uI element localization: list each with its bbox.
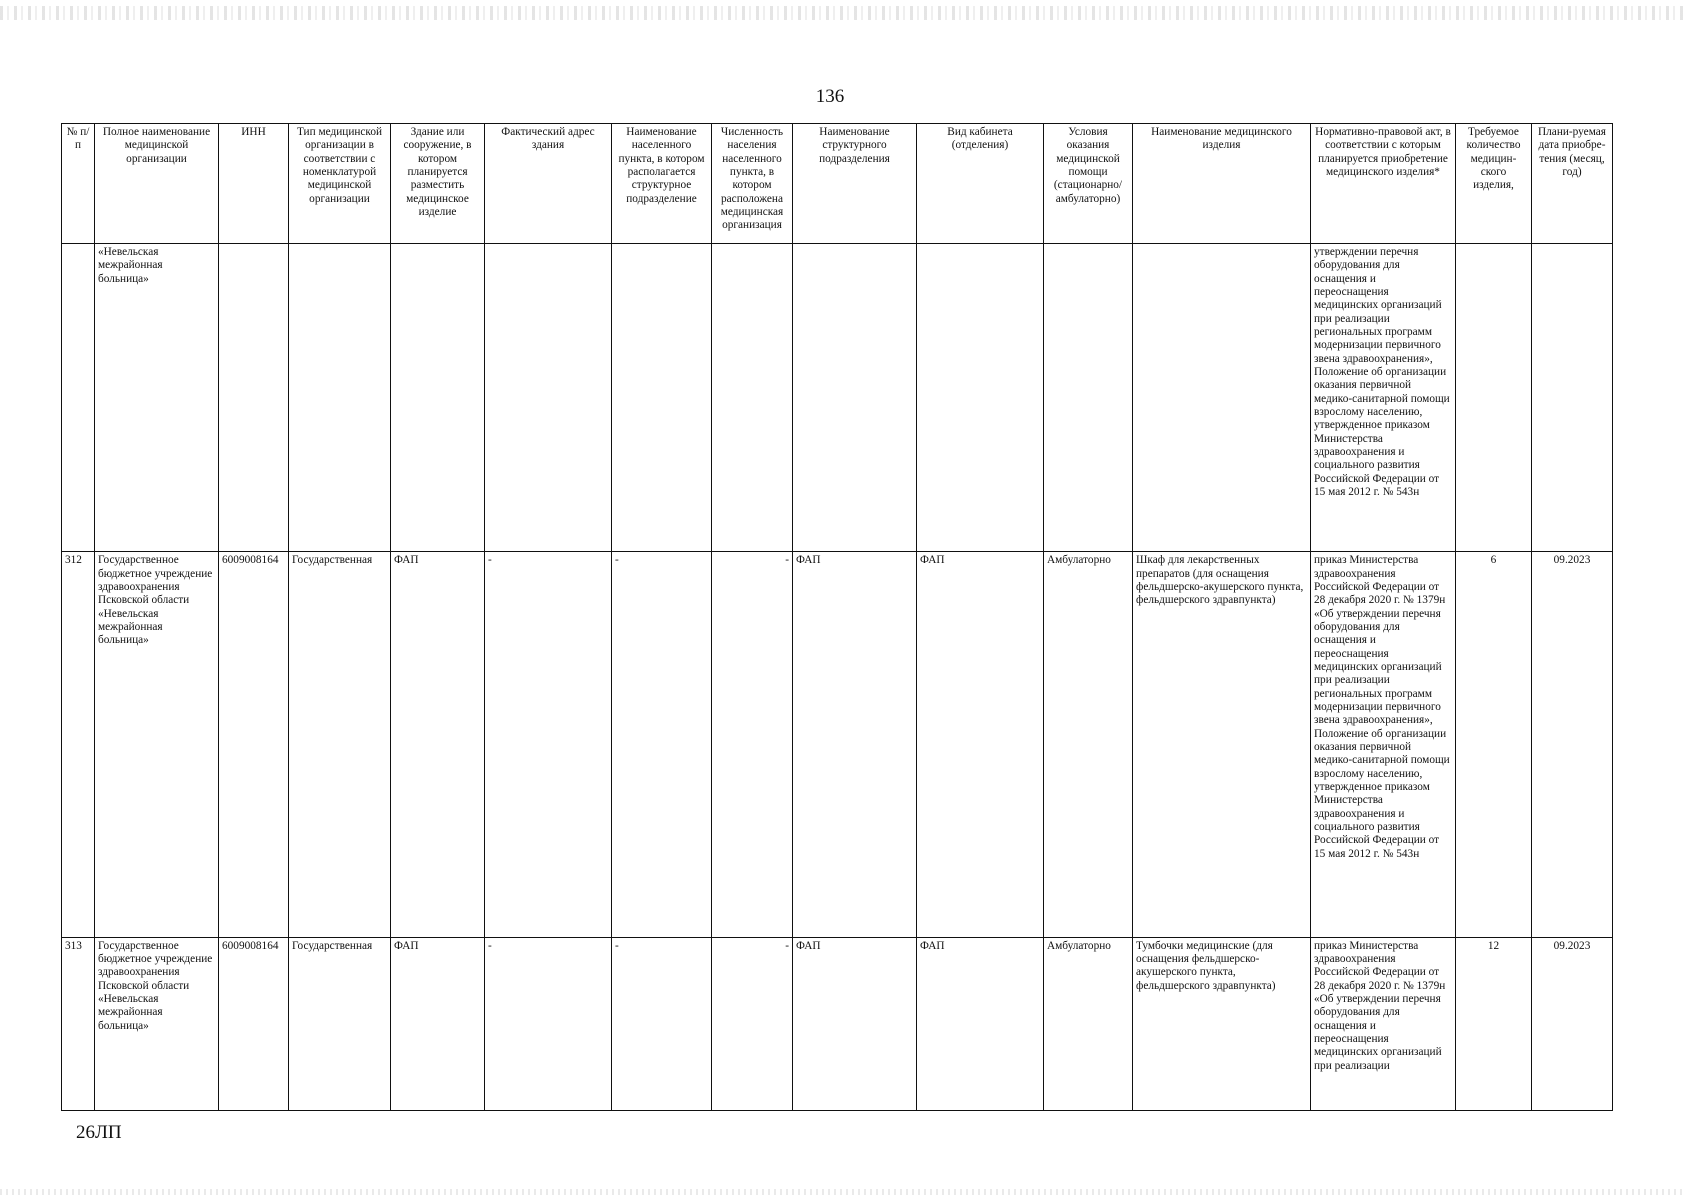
- header-quantity: Требуемое количество медицин-ского изделия,: [1456, 124, 1532, 244]
- table-row: [62, 937, 1613, 1110]
- header-building: Здание или сооружение, в котором планируется разместить медицинское изделие: [391, 124, 485, 244]
- table-row: [62, 552, 1613, 937]
- cell-address: -: [485, 552, 612, 937]
- header-population: Численность населения населенного пункта, в котором расположена медицинская организация: [712, 124, 793, 244]
- header-cabinet: Вид кабинета (отделения): [917, 124, 1044, 244]
- header-device: Наименование медицинского изделия: [1133, 124, 1311, 244]
- cell-date: 09.2023: [1532, 552, 1613, 937]
- scan-edge-bottom: [0, 1189, 1686, 1195]
- cell-org: «Невельская межрайонная больница»: [95, 244, 219, 552]
- table-row: [62, 244, 1613, 552]
- cell-device: Шкаф для лекарственных препаратов (для оснащения фельдшерско-акушерского пункта, фельдшерского здравпункта): [1133, 552, 1311, 937]
- header-row: [62, 124, 1613, 244]
- cell-act: утверждении перечня оборудования для оснащения и переоснащения медицинских организаций при реализации региональных программ модернизации первичного звена здравоохранения», Положение об организации оказания первичной медико-санитарной помощи взрослому населению, утвержденное приказом Министерства здравоохранения и социального развития Российской Федерации от 15 мая 2012 г. № 543н: [1311, 244, 1456, 552]
- cell-type: [289, 244, 391, 552]
- cell-building: [391, 244, 485, 552]
- cell-population: -: [712, 552, 793, 937]
- cell-population: [712, 244, 793, 552]
- cell-act: приказ Министерства здравоохранения Российской Федерации от 28 декабря 2020 г. № 1379н «Об утверждении перечня оборудования для оснащения и переоснащения медицинских организаций при реализации: [1311, 937, 1456, 1110]
- cell-subdivision: ФАП: [793, 552, 917, 937]
- header-date: Плани-руемая дата приобре-тения (месяц, год): [1532, 124, 1613, 244]
- cell-conditions: Амбулаторно: [1044, 937, 1133, 1110]
- cell-num: 313: [62, 937, 95, 1110]
- cell-subdivision: ФАП: [793, 937, 917, 1110]
- cell-quantity: 6: [1456, 552, 1532, 937]
- cell-type: Государственная: [289, 552, 391, 937]
- cell-subdivision: [793, 244, 917, 552]
- cell-quantity: 12: [1456, 937, 1532, 1110]
- cell-date: 09.2023: [1532, 937, 1613, 1110]
- cell-num: [62, 244, 95, 552]
- cell-locality: [612, 244, 712, 552]
- cell-conditions: Амбулаторно: [1044, 552, 1133, 937]
- cell-org: Государственное бюджетное учреждение здравоохранения Псковской области «Невельская межрайонная больница»: [95, 552, 219, 937]
- header-act: Нормативно-правовой акт, в соответствии с которым планируется приобретение медицинского изделия*: [1311, 124, 1456, 244]
- cell-num: 312: [62, 552, 95, 937]
- header-locality: Наименование населенного пункта, в котором располагается структурное подразделение: [612, 124, 712, 244]
- cell-inn: [219, 244, 289, 552]
- cell-type: Государственная: [289, 937, 391, 1110]
- header-conditions: Условия оказания медицинской помощи (стационарно/ амбулаторно): [1044, 124, 1133, 244]
- cell-locality: -: [612, 552, 712, 937]
- header-num: № п/п: [62, 124, 95, 244]
- cell-org: Государственное бюджетное учреждение здравоохранения Псковской области «Невельская межрайонная больница»: [95, 937, 219, 1110]
- cell-device: Тумбочки медицинские (для оснащения фельдшерско-акушерского пункта, фельдшерского здравпункта): [1133, 937, 1311, 1110]
- cell-address: [485, 244, 612, 552]
- cell-date: [1532, 244, 1613, 552]
- equipment-table: [61, 123, 1613, 1111]
- cell-cabinet: ФАП: [917, 552, 1044, 937]
- header-address: Фактический адрес здания: [485, 124, 612, 244]
- cell-building: ФАП: [391, 937, 485, 1110]
- header-inn: ИНН: [219, 124, 289, 244]
- header-org: Полное наименование медицинской организации: [95, 124, 219, 244]
- header-subdivision: Наименование структурного подразделения: [793, 124, 917, 244]
- cell-address: -: [485, 937, 612, 1110]
- cell-cabinet: [917, 244, 1044, 552]
- cell-inn: 6009008164: [219, 937, 289, 1110]
- cell-quantity: [1456, 244, 1532, 552]
- cell-building: ФАП: [391, 552, 485, 937]
- cell-device: [1133, 244, 1311, 552]
- cell-cabinet: ФАП: [917, 937, 1044, 1110]
- cell-conditions: [1044, 244, 1133, 552]
- header-type: Тип медицинской организации в соответствии с номенклатурой медицинской организации: [289, 124, 391, 244]
- page-number: 136: [815, 86, 845, 107]
- cell-act: приказ Министерства здравоохранения Российской Федерации от 28 декабря 2020 г. № 1379н «Об утверждении перечня оборудования для оснащения и переоснащения медицинских организаций при реализации региональных программ модернизации первичного звена здравоохранения», Положение об организации оказания первичной медико-санитарной помощи взрослому населению, утвержденное приказом Министерства здравоохранения и социального развития Российской Федерации от 15 мая 2012 г. № 543н: [1311, 552, 1456, 937]
- cell-locality: -: [612, 937, 712, 1110]
- cell-inn: 6009008164: [219, 552, 289, 937]
- cell-population: -: [712, 937, 793, 1110]
- document-code: 26ЛП: [76, 1122, 122, 1143]
- scan-edge-top: [0, 6, 1686, 20]
